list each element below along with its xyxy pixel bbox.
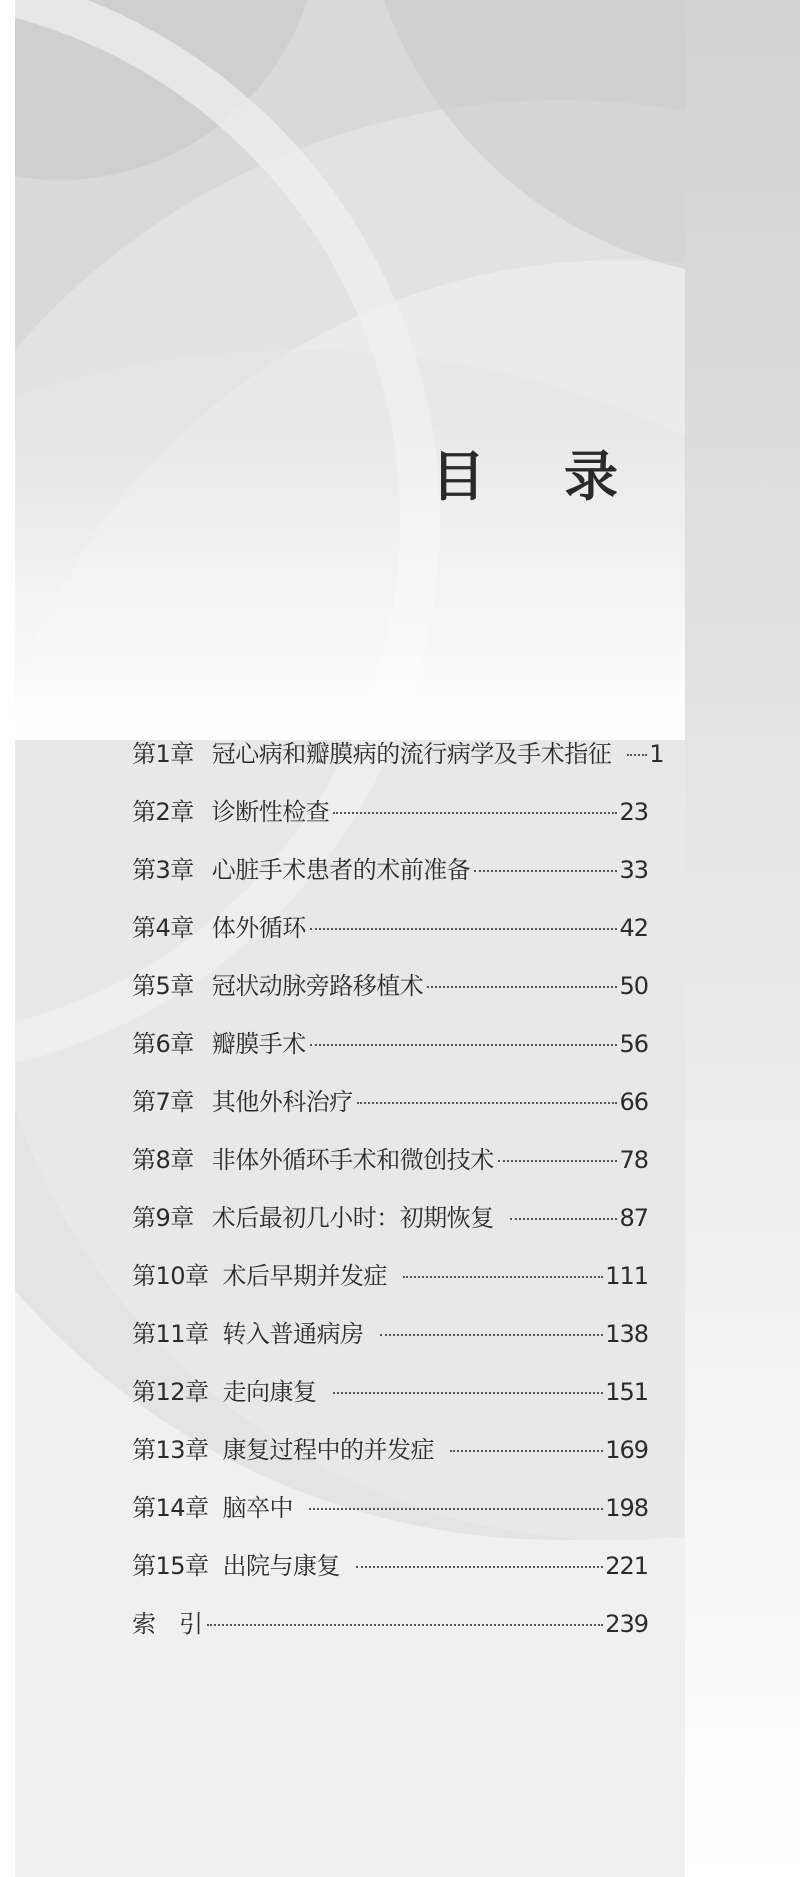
- table-of-contents: [132, 725, 664, 1653]
- page-number: 169: [605, 1436, 648, 1464]
- chapter-number: 第13章: [132, 1436, 209, 1464]
- dot-leader: [380, 1334, 604, 1336]
- dot-leader: [333, 812, 617, 814]
- chapter-title: 转入普通病房: [222, 1320, 364, 1348]
- chapter-number: 第2章: [132, 798, 194, 826]
- chapter-title: 出院与康复: [222, 1552, 341, 1580]
- chapter-number: 第9章: [132, 1204, 194, 1232]
- dot-leader: [627, 754, 647, 756]
- chapter-title: 诊断性检查: [211, 798, 330, 826]
- toc-entry-6: [132, 1015, 648, 1073]
- toc-entry-12: [132, 1363, 648, 1421]
- page-number: 78: [619, 1146, 648, 1174]
- toc-entry-index: [132, 1595, 648, 1653]
- page-number: 50: [619, 972, 648, 1000]
- toc-entry-1: [132, 725, 664, 783]
- dot-leader: [309, 1508, 603, 1510]
- chapter-number: 第6章: [132, 1030, 194, 1058]
- toc-entry-4: [132, 899, 648, 957]
- page-number: 66: [619, 1088, 648, 1116]
- dot-leader: [356, 1566, 603, 1568]
- toc-entry-13: [132, 1421, 648, 1479]
- chapter-title: 体外循环: [211, 914, 306, 942]
- chapter-number: 第14章: [132, 1494, 209, 1522]
- dot-leader: [333, 1392, 604, 1394]
- chapter-number: 第7章: [132, 1088, 194, 1116]
- chapter-number: 第8章: [132, 1146, 194, 1174]
- chapter-title: 心脏手术患者的术前准备: [211, 856, 471, 884]
- index-label: 索 引: [132, 1610, 203, 1638]
- page-number: 198: [605, 1494, 648, 1522]
- dot-leader: [498, 1160, 618, 1162]
- dot-leader: [450, 1450, 603, 1452]
- page-number: 1: [649, 740, 664, 768]
- chapter-number: 第10章: [132, 1262, 209, 1290]
- page-number: 23: [619, 798, 648, 826]
- dot-leader: [207, 1624, 604, 1626]
- chapter-number: 第12章: [132, 1378, 209, 1406]
- dot-leader: [357, 1102, 618, 1104]
- chapter-number: 第1章: [132, 740, 194, 768]
- chapter-title: 走向康复: [222, 1378, 317, 1406]
- chapter-title: 术后早期并发症: [222, 1262, 388, 1290]
- dot-leader: [310, 928, 618, 930]
- toc-entry-9: [132, 1189, 648, 1247]
- page-number: 87: [619, 1204, 648, 1232]
- toc-entry-5: [132, 957, 648, 1015]
- chapter-title: 冠心病和瓣膜病的流行病学及手术指征: [211, 740, 612, 768]
- chapter-title: 术后最初几小时：初期恢复: [211, 1204, 494, 1232]
- toc-entry-3: [132, 841, 648, 899]
- chapter-title: 康复过程中的并发症: [222, 1436, 435, 1464]
- chapter-title: 脑卒中: [222, 1494, 294, 1522]
- chapter-title: 其他外科治疗: [211, 1088, 353, 1116]
- dot-leader: [310, 1044, 618, 1046]
- chapter-number: 第4章: [132, 914, 194, 942]
- page-number: 42: [619, 914, 648, 942]
- chapter-title: 冠状动脉旁路移植术: [211, 972, 424, 1000]
- toc-entry-2: [132, 783, 648, 841]
- dot-leader: [510, 1218, 618, 1220]
- chapter-number: 第3章: [132, 856, 194, 884]
- chapter-number: 第11章: [132, 1320, 209, 1348]
- page-number: 111: [605, 1262, 648, 1290]
- page-number: 221: [605, 1552, 648, 1580]
- page-title: 目 录: [431, 445, 648, 508]
- chapter-title: 瓣膜手术: [211, 1030, 306, 1058]
- toc-entry-15: [132, 1537, 648, 1595]
- chapter-number: 第15章: [132, 1552, 209, 1580]
- page-number: 56: [619, 1030, 648, 1058]
- page-number: 33: [619, 856, 648, 884]
- chapter-title: 非体外循环手术和微创技术: [211, 1146, 494, 1174]
- chapter-number: 第5章: [132, 972, 194, 1000]
- page-number: 151: [605, 1378, 648, 1406]
- dot-leader: [427, 986, 617, 988]
- toc-entry-10: [132, 1247, 648, 1305]
- toc-entry-11: [132, 1305, 648, 1363]
- toc-entry-7: [132, 1073, 648, 1131]
- dot-leader: [474, 870, 617, 872]
- toc-entry-8: [132, 1131, 648, 1189]
- page-number: 138: [605, 1320, 648, 1348]
- page-number: 239: [605, 1610, 648, 1638]
- dot-leader: [403, 1276, 603, 1278]
- toc-entry-14: [132, 1479, 648, 1537]
